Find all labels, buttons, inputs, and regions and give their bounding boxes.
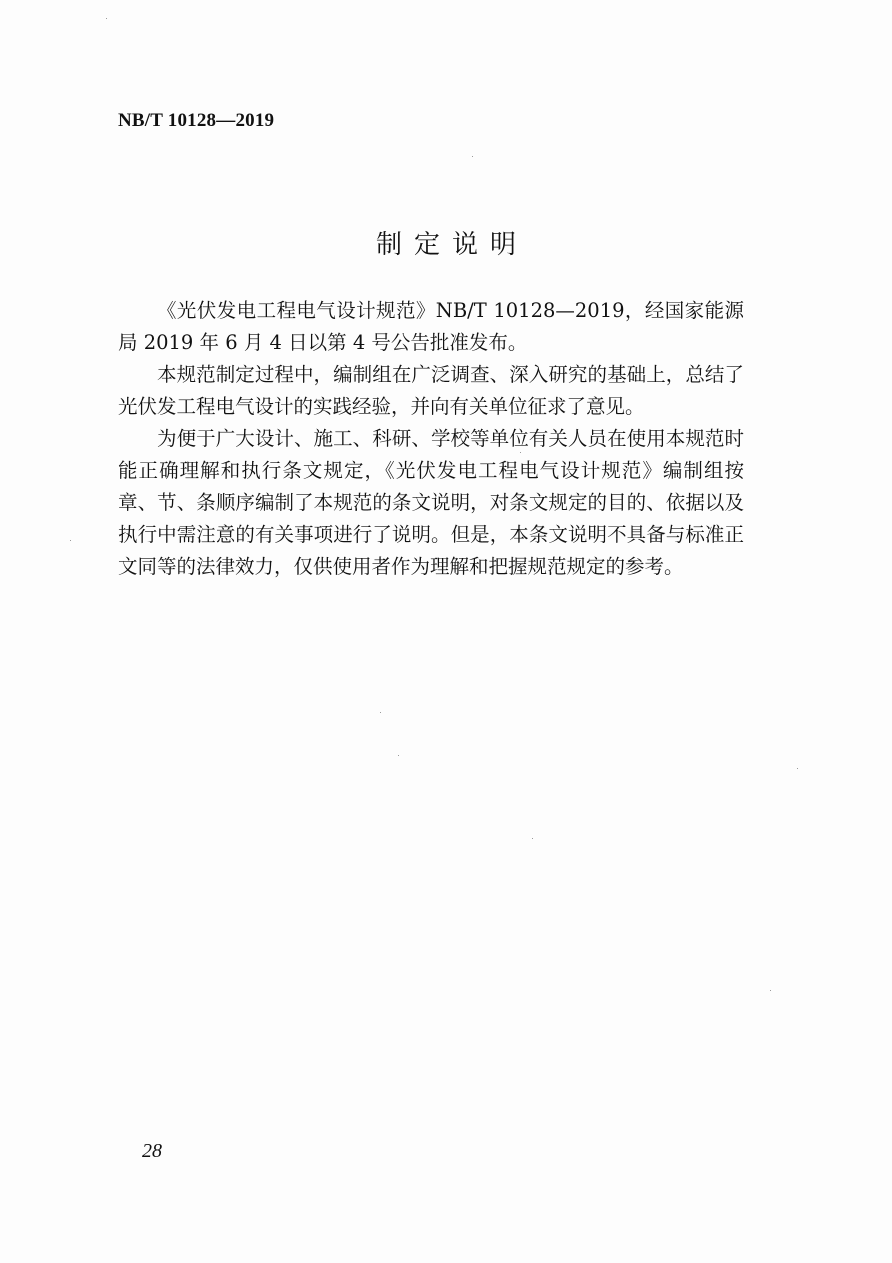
scan-speck — [106, 18, 107, 19]
paragraph-approval: 《光伏发电工程电气设计规范》NB/T 10128—2019，经国家能源局 2019 年 6 月 4 日以第 4 号公告批准发布。 — [118, 299, 744, 354]
scan-speck — [472, 156, 473, 157]
page-title: 制定说明 — [375, 230, 528, 260]
scan-speck — [532, 838, 533, 839]
standard-code: NB/T 10128—2019 — [118, 110, 275, 131]
page-number: 28 — [142, 1140, 162, 1162]
scan-speck — [770, 990, 771, 991]
body-text — [118, 295, 744, 583]
scan-speck — [797, 768, 798, 769]
scan-speck — [380, 712, 381, 713]
scan-speck — [520, 452, 521, 453]
scan-speck — [70, 540, 71, 541]
paragraph-drafting-process: 本规范制定过程中，编制组在广泛调查、深入研究的基础上，总结了光伏发工程电气设计的实践经验，并向有关单位征求了意见。 — [118, 363, 744, 418]
paragraph-purpose: 为便于广大设计、施工、科研、学校等单位有关人员在使用本规范时能正确理解和执行条文规定，《光伏发电工程电气设计规范》编制组按章、节、条顺序编制了本规范的条文说明，对条文规定的目的、依据以及执行中需注意的有关事项进行了说明。但是，本条文说明不具备与标准正文同等的法律效力，仅供使用者作为理解和把握规范规定的参考。 — [118, 427, 744, 578]
scan-speck — [398, 755, 399, 756]
